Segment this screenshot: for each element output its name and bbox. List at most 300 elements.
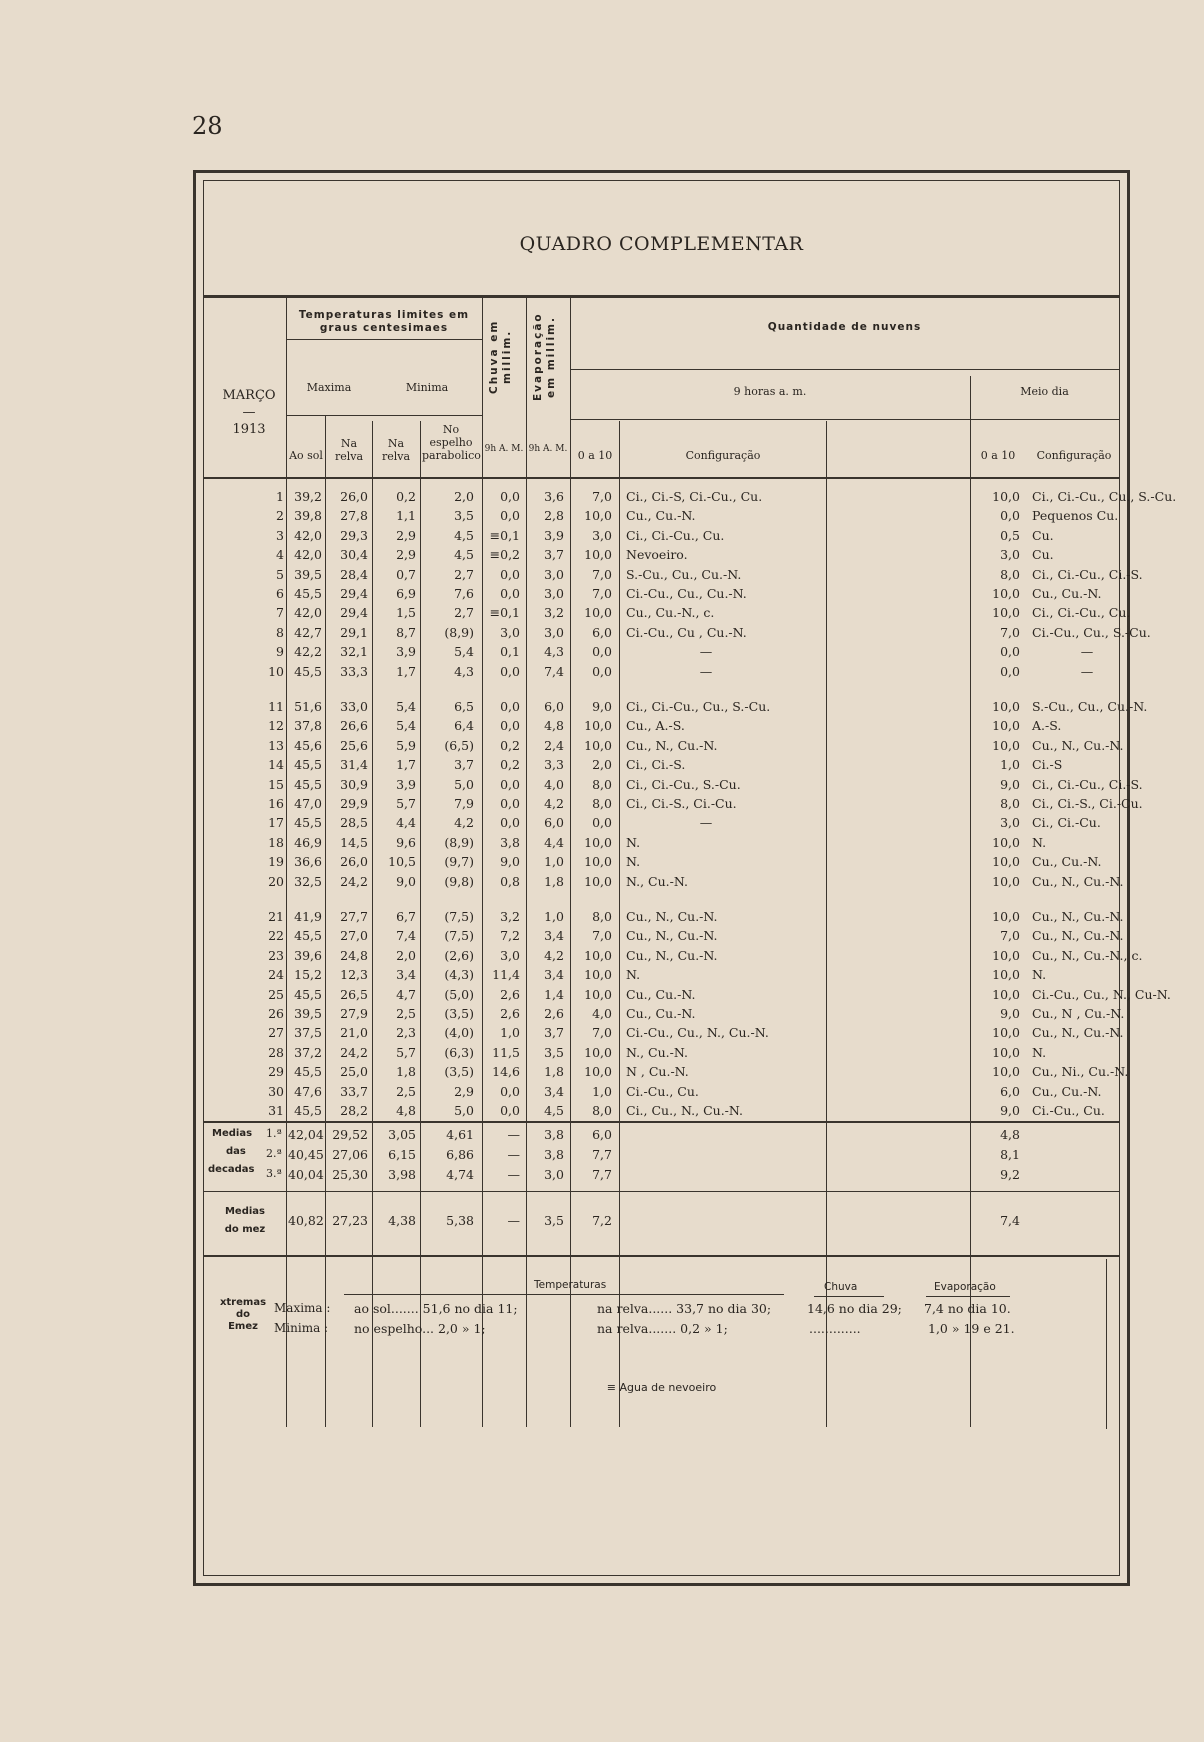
na-relva-max-header: Na relva (334, 437, 364, 463)
cell-qm: 0,5 (1000, 528, 1020, 543)
cell-q9: 0,0 (592, 664, 612, 679)
cell-esp: 3,7 (454, 757, 474, 772)
cell-rmax: 29,1 (340, 625, 368, 640)
cell-c9: Ci., Ci.-S., Ci.-Cu. (626, 796, 737, 811)
cell-s: 42,0 (294, 547, 322, 562)
cell-esp: (3,5) (444, 1064, 474, 1079)
cell-c9: Cu., Cu.-N. (626, 1006, 696, 1021)
cell-q9: 8,0 (592, 777, 612, 792)
cell-s: 39,5 (294, 567, 322, 582)
decade-number: 3.ª (266, 1167, 282, 1180)
cell-cm: Ci., Ci.-Cu., Cu. (1032, 605, 1131, 620)
table-row (204, 909, 1124, 929)
cell-esp: (4,3) (444, 967, 474, 982)
cell-s: 40,45 (288, 1147, 324, 1162)
table-row (204, 1006, 1125, 1026)
cell-q9: 3,0 (592, 528, 612, 543)
cell-d: 11 (268, 699, 284, 714)
cell-q9: 10,0 (584, 874, 612, 889)
cell-rmin: 1,7 (396, 757, 416, 772)
cell-s: 42,0 (294, 605, 322, 620)
cell-ch: 0,0 (500, 1103, 520, 1118)
cell-d: 4 (276, 547, 284, 562)
cell-cm: Pequenos Cu. (1032, 508, 1119, 523)
table-row (204, 948, 1143, 968)
cell-esp: (7,5) (444, 909, 474, 924)
cell-esp: (7,5) (444, 928, 474, 943)
cell-s: 42,0 (294, 528, 322, 543)
cell-d: 30 (268, 1084, 284, 1099)
cell-esp: (8,9) (444, 625, 474, 640)
cell-qm: 9,0 (1000, 777, 1020, 792)
header-rule (286, 339, 482, 340)
cell-q9: 8,0 (592, 1103, 612, 1118)
cell-qm: 10,0 (992, 835, 1020, 850)
cell-esp: 7,6 (454, 586, 474, 601)
table-row (204, 815, 1119, 835)
cell-ev: 4,4 (544, 835, 564, 850)
legend-note: ≡ Agua de nevoeiro (606, 1381, 717, 1394)
cell-esp: (6,3) (444, 1045, 474, 1060)
table-frame (193, 170, 1177, 1586)
table-row (204, 777, 1143, 797)
cell-d: 16 (268, 796, 284, 811)
cell-q9: 10,0 (584, 1045, 612, 1060)
cell-c9: Cu., Cu.-N. (626, 987, 696, 1002)
cell-q9: 10,0 (584, 547, 612, 562)
cell-ev: 3,4 (544, 967, 564, 982)
cell-c9: Cu., N., Cu.-N. (626, 909, 718, 924)
cell-s: 47,0 (294, 796, 322, 811)
extremes-chuva-header: Chuva (824, 1281, 858, 1293)
averages-label-3: decadas (208, 1164, 255, 1175)
chuva-header: Chuva em millim. (488, 319, 513, 395)
averages-bottom-rule (204, 1255, 1119, 1257)
header-rule (286, 415, 482, 416)
cell-cm: Cu., N , Cu.-N. (1032, 1006, 1125, 1021)
cell-s: 40,82 (288, 1213, 324, 1228)
averages-label-2: das (226, 1146, 246, 1157)
cell-ch: 0,0 (500, 718, 520, 733)
cell-qm: 10,0 (992, 1045, 1020, 1060)
cell-q9: 10,0 (584, 835, 612, 850)
year-label: 1913 (232, 422, 266, 437)
cell-esp: 4,2 (454, 815, 474, 830)
cell-rmin: 5,7 (396, 1045, 416, 1060)
cell-d: 25 (268, 987, 284, 1002)
cell-ev: 1,8 (544, 1064, 564, 1079)
right-inner-line (1106, 1259, 1107, 1429)
cell-qm: 10,0 (992, 489, 1020, 504)
cell-rmax: 27,7 (340, 909, 368, 924)
cell-d: 2 (276, 508, 284, 523)
cell-s: 37,5 (294, 1025, 322, 1040)
cell-c9: N., Cu.-N. (626, 874, 688, 889)
cell-ev: 4,8 (544, 718, 564, 733)
cell-cm: Cu., Cu.-N. (1032, 854, 1102, 869)
cell-qm: 10,0 (992, 854, 1020, 869)
cell-qm: 8,1 (1000, 1147, 1020, 1162)
meio-dia-header: Meio dia (1020, 385, 1069, 398)
table-row (204, 508, 1119, 528)
table-row (204, 1084, 1119, 1104)
cell-rmax: 28,4 (340, 567, 368, 582)
table-row (204, 967, 1119, 987)
cell-ev: 6,0 (544, 699, 564, 714)
cell-rmax: 24,2 (340, 1045, 368, 1060)
cell-rmax: 32,1 (340, 644, 368, 659)
cell-q9: 7,0 (592, 928, 612, 943)
cell-ev: 3,9 (544, 528, 564, 543)
cell-qm: 7,0 (1000, 928, 1020, 943)
cell-esp: 4,5 (454, 547, 474, 562)
cell-esp: (9,8) (444, 874, 474, 889)
cell-cm: N. (1032, 1045, 1047, 1060)
table-row (204, 1167, 1119, 1187)
cell-s: 45,5 (294, 757, 322, 772)
cell-ev: 4,2 (544, 948, 564, 963)
cell-d: 15 (268, 777, 284, 792)
cell-qm: 8,0 (1000, 796, 1020, 811)
table-row (204, 987, 1171, 1007)
cell-d: 27 (268, 1025, 284, 1040)
cell-ch: 0,0 (500, 815, 520, 830)
cell-ch: 0,0 (500, 796, 520, 811)
table-row (204, 699, 1148, 719)
cell-cm: Ci., Ci.-Cu., Ci.-S. (1032, 777, 1143, 792)
evap-9h-header: 9h A. M. (528, 444, 568, 454)
cell-ch: 11,5 (492, 1045, 520, 1060)
cell-rmax: 26,0 (340, 489, 368, 504)
cell-ch: 0,0 (500, 489, 520, 504)
cell-rmin: 4,38 (388, 1213, 416, 1228)
cell-cm: Cu. (1032, 528, 1054, 543)
cell-rmin: 10,5 (388, 854, 416, 869)
cell-ev: 4,2 (544, 796, 564, 811)
cell-rmin: 8,7 (396, 625, 416, 640)
cell-cm: — (1080, 644, 1094, 659)
evaporacao-rule (926, 1296, 1010, 1297)
cell-ch: — (507, 1167, 520, 1182)
cell-rmin: 9,0 (396, 874, 416, 889)
cell-s: 40,04 (288, 1167, 324, 1182)
cell-ev: 4,0 (544, 777, 564, 792)
table-row (204, 605, 1131, 625)
cell-ch: 0,0 (500, 777, 520, 792)
cell-qm: 4,8 (1000, 1127, 1020, 1142)
cell-d: 29 (268, 1064, 284, 1079)
month-dash: — (242, 405, 256, 420)
cell-q9: 6,0 (592, 1127, 612, 1142)
cell-rmin: 5,4 (396, 718, 416, 733)
cell-rmax: 27,8 (340, 508, 368, 523)
table-row (204, 796, 1143, 816)
cell-d: 14 (268, 757, 284, 772)
cell-rmax: 25,6 (340, 738, 368, 753)
cell-ch: 3,0 (500, 948, 520, 963)
extremes-max-evap: 7,4 no dia 10. (924, 1301, 1011, 1316)
cell-cm: S.-Cu., Cu., Cu.-N. (1032, 699, 1148, 714)
cell-rmin: 6,15 (388, 1147, 416, 1162)
extremes-label-2: do (235, 1309, 251, 1320)
cell-d: 12 (268, 718, 284, 733)
cell-d: 28 (268, 1045, 284, 1060)
cell-qm: 9,0 (1000, 1103, 1020, 1118)
cell-s: 42,04 (288, 1127, 324, 1142)
cell-s: 46,9 (294, 835, 322, 850)
cell-c9: Ci., Ci.-S, Ci.-Cu., Cu. (626, 489, 763, 504)
table-row (204, 928, 1124, 948)
cell-ev: 3,6 (544, 489, 564, 504)
cell-cm: Ci.-Cu., Cu., N., Cu-N. (1032, 987, 1171, 1002)
cell-c9: Ci.-Cu., Cu. (626, 1084, 699, 1099)
extremes-maxima-label: Maxima : (274, 1301, 331, 1315)
cell-cm: Ci., Ci.-Cu., Ci.-S. (1032, 567, 1143, 582)
cell-qm: 3,0 (1000, 547, 1020, 562)
cell-rmax: 29,4 (340, 605, 368, 620)
cell-qm: 10,0 (992, 718, 1020, 733)
cell-q9: 1,0 (592, 1084, 612, 1099)
table-row (204, 1064, 1129, 1084)
cell-esp: 4,61 (446, 1127, 474, 1142)
maxima-header: Maxima (306, 381, 352, 394)
table-title: QUADRO COMPLEMENTAR (519, 233, 804, 255)
cell-c9: Cu., N., Cu.-N. (626, 948, 718, 963)
cell-cm: Cu., N., Cu.-N. (1032, 909, 1124, 924)
cell-c9: Cu., Cu.-N., c. (626, 605, 715, 620)
month-avg-label-2: do mez (224, 1224, 266, 1235)
table-row (204, 1103, 1119, 1123)
cell-ch: 0,1 (500, 644, 520, 659)
extremes-label-1: xtremas (219, 1297, 267, 1308)
cell-cm: Cu., N., Cu.-N. (1032, 738, 1124, 753)
averages-label-1: Medias (212, 1128, 253, 1139)
cell-ch: — (507, 1213, 520, 1228)
cell-s: 45,5 (294, 928, 322, 943)
cell-ev: 3,3 (544, 757, 564, 772)
cell-rmin: 0,7 (396, 567, 416, 582)
evaporacao-header: Evaporação em millim. (532, 312, 557, 402)
cell-qm: 6,0 (1000, 1084, 1020, 1099)
cell-q9: 10,0 (584, 987, 612, 1002)
cell-cm: Cu., Cu.-N. (1032, 586, 1102, 601)
cell-rmax: 28,2 (340, 1103, 368, 1118)
cell-rmin: 5,4 (396, 699, 416, 714)
cell-c9: N. (626, 835, 641, 850)
table-row (204, 1213, 1119, 1233)
extremes-min-chuva: ............. (809, 1321, 861, 1336)
cell-qm: 10,0 (992, 948, 1020, 963)
cell-s: 45,5 (294, 586, 322, 601)
cell-ev: 3,8 (544, 1127, 564, 1142)
cell-rmin: 4,8 (396, 1103, 416, 1118)
cell-q9: 10,0 (584, 948, 612, 963)
cell-c9: Ci., Ci.-Cu., S.-Cu. (626, 777, 741, 792)
cell-d: 26 (268, 1006, 284, 1021)
cell-cm: Cu., N., Cu.-N., c. (1032, 948, 1143, 963)
cell-esp: 2,7 (454, 605, 474, 620)
cell-rmin: 4,7 (396, 987, 416, 1002)
cell-q9: 0,0 (592, 815, 612, 830)
cell-d: 3 (276, 528, 284, 543)
cell-c9: Ci., Ci.-Cu., Cu. (626, 528, 725, 543)
cell-rmax: 26,0 (340, 854, 368, 869)
cell-qm: 10,0 (992, 909, 1020, 924)
cell-d: 6 (276, 586, 284, 601)
cell-qm: 10,0 (992, 699, 1020, 714)
cell-ev: 3,8 (544, 1147, 564, 1162)
cell-d: 19 (268, 854, 284, 869)
cell-s: 15,2 (294, 967, 322, 982)
cell-rmax: 27,06 (332, 1147, 368, 1162)
cell-rmin: 2,5 (396, 1084, 416, 1099)
cell-rmin: 5,7 (396, 796, 416, 811)
cell-ev: 3,0 (544, 567, 564, 582)
cell-s: 45,5 (294, 987, 322, 1002)
cell-qm: 10,0 (992, 874, 1020, 889)
cell-ch: — (507, 1127, 520, 1142)
cell-ch: 3,2 (500, 909, 520, 924)
cell-d: 9 (276, 644, 284, 659)
cell-d: 7 (276, 605, 284, 620)
cell-s: 37,8 (294, 718, 322, 733)
cell-esp: 6,4 (454, 718, 474, 733)
cell-qm: 9,2 (1000, 1167, 1020, 1182)
cell-rmin: 5,9 (396, 738, 416, 753)
cell-rmax: 27,9 (340, 1006, 368, 1021)
table-row (204, 757, 1119, 777)
cell-d: 18 (268, 835, 284, 850)
cell-rmax: 27,23 (332, 1213, 368, 1228)
cell-cm: Ci., Ci.-S., Ci.-Cu. (1032, 796, 1143, 811)
table-row (204, 528, 1119, 548)
cell-c9: — (699, 664, 713, 679)
cell-rmin: 1,5 (396, 605, 416, 620)
cell-rmax: 30,9 (340, 777, 368, 792)
cell-esp: (2,6) (444, 948, 474, 963)
cell-c9: Cu., N., Cu.-N. (626, 928, 718, 943)
cell-c9: Ci.-Cu., Cu., N., Cu.-N. (626, 1025, 769, 1040)
cell-qm: 9,0 (1000, 1006, 1020, 1021)
cell-ch: 0,0 (500, 586, 520, 601)
cell-ch: 3,8 (500, 835, 520, 850)
averages-rule (204, 1121, 1119, 1123)
cell-cm: Cu., N., Cu.-N. (1032, 1025, 1124, 1040)
table-inner-frame (203, 180, 1177, 1576)
config-9h-header: Configuração (685, 449, 761, 462)
cell-q9: 10,0 (584, 854, 612, 869)
header-rule (570, 369, 1119, 370)
cell-ch: 0,0 (500, 664, 520, 679)
cell-rmax: 12,3 (340, 967, 368, 982)
cell-d: 13 (268, 738, 284, 753)
cell-q9: 10,0 (584, 967, 612, 982)
cell-rmin: 1,8 (396, 1064, 416, 1079)
cell-rmin: 9,6 (396, 835, 416, 850)
cell-rmax: 30,4 (340, 547, 368, 562)
extremes-min-evap: 1,0 » 19 e 21. (928, 1321, 1015, 1336)
cell-ch: 0,0 (500, 508, 520, 523)
cell-s: 45,6 (294, 738, 322, 753)
cell-cm: A.-S. (1032, 718, 1062, 733)
config-md-header: Configuração (1036, 449, 1112, 462)
table-row (204, 664, 1119, 684)
cell-ev: 1,0 (544, 909, 564, 924)
cell-ch: 0,2 (500, 757, 520, 772)
cell-rmax: 29,3 (340, 528, 368, 543)
cell-ev: 2,4 (544, 738, 564, 753)
cell-ev: 3,5 (544, 1213, 564, 1228)
cell-rmin: 7,4 (396, 928, 416, 943)
cell-esp: (4,0) (444, 1025, 474, 1040)
cell-rmax: 29,9 (340, 796, 368, 811)
cell-rmax: 26,6 (340, 718, 368, 733)
cell-ch: 11,4 (492, 967, 520, 982)
table-row (204, 738, 1124, 758)
table-row (204, 1127, 1119, 1147)
cell-d: 31 (268, 1103, 284, 1118)
cell-c9: Ci., Ci.-S. (626, 757, 686, 772)
cell-cm: N. (1032, 967, 1047, 982)
cell-esp: 2,9 (454, 1084, 474, 1099)
cell-q9: 6,0 (592, 625, 612, 640)
cell-q9: 10,0 (584, 1064, 612, 1079)
cell-esp: 4,5 (454, 528, 474, 543)
cell-rmax: 33,7 (340, 1084, 368, 1099)
decade-averages-bottom-rule (204, 1191, 1119, 1192)
cell-esp: 6,86 (446, 1147, 474, 1162)
espelho-header: No espelho parabolico (422, 423, 481, 462)
cell-q9: 10,0 (584, 508, 612, 523)
cell-qm: 1,0 (1000, 757, 1020, 772)
cell-rmin: 1,1 (396, 508, 416, 523)
cell-ch: 3,0 (500, 625, 520, 640)
cell-ev: 4,5 (544, 1103, 564, 1118)
cell-esp: 3,5 (454, 508, 474, 523)
cell-ev: 1,4 (544, 987, 564, 1002)
temperaturas-rule (344, 1294, 784, 1295)
table-row (204, 1147, 1119, 1167)
cell-ch: 0,0 (500, 567, 520, 582)
cell-q9: 8,0 (592, 796, 612, 811)
cell-rmin: 3,9 (396, 644, 416, 659)
cell-s: 42,2 (294, 644, 322, 659)
cell-ev: 3,5 (544, 1045, 564, 1060)
cell-d: 5 (276, 567, 284, 582)
cell-s: 45,5 (294, 664, 322, 679)
cell-ch: 0,0 (500, 699, 520, 714)
temp-group-header: Temperaturas limites em graus centesimaes (298, 309, 470, 334)
cell-ch: 14,6 (492, 1064, 520, 1079)
cell-cm: Ci., Ci.-Cu. (1032, 815, 1101, 830)
cell-c9: N., Cu.-N. (626, 1045, 688, 1060)
cell-rmin: 2,0 (396, 948, 416, 963)
cell-d: 20 (268, 874, 284, 889)
nove-horas-header: 9 horas a. m. (733, 385, 807, 398)
cell-rmin: 1,7 (396, 664, 416, 679)
cell-c9: Cu., A.-S. (626, 718, 685, 733)
cell-d: 24 (268, 967, 284, 982)
cell-q9: 7,7 (592, 1147, 612, 1162)
na-relva-min-header: Na relva (381, 437, 411, 463)
cell-ch: 0,0 (500, 1084, 520, 1099)
cell-ev: 3,2 (544, 605, 564, 620)
ao-sol-header: Ao sol (289, 449, 323, 462)
cell-rmin: 2,9 (396, 528, 416, 543)
cell-ev: 3,4 (544, 1084, 564, 1099)
cell-ev: 3,0 (544, 586, 564, 601)
cell-s: 32,5 (294, 874, 322, 889)
